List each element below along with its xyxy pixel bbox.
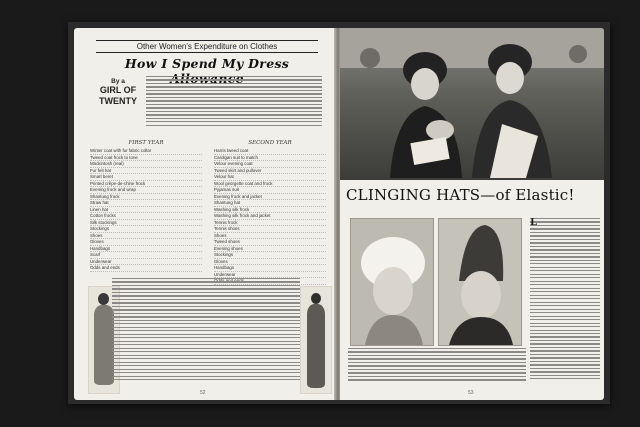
item-label: Printed crêpe-de-chine frock: [90, 180, 146, 186]
left-page: [74, 28, 336, 400]
page-number-left: 52: [200, 390, 206, 396]
item-label: Washing silk frock: [214, 206, 250, 212]
byline: [94, 78, 142, 106]
item-label: Smart beret: [90, 174, 113, 179]
item-label: Wool georgette coat and frock: [214, 180, 273, 186]
item-label: Fur felt hat: [90, 167, 111, 173]
drop-cap: L: [530, 218, 538, 228]
item-label: Gloves: [214, 258, 228, 264]
fashion-illustration-right: [300, 286, 332, 394]
item-label: Velour hat: [214, 174, 234, 179]
magazine-spread: [68, 22, 610, 404]
item-label: Odds and ends: [90, 265, 120, 270]
right-page: [340, 28, 604, 400]
item-label: Shoes: [90, 232, 103, 238]
page-headline-right: CLINGING HATS—of Elastic!: [346, 186, 575, 204]
item-label: Tweed shoes: [214, 239, 240, 244]
item-label: Shoes: [214, 232, 227, 238]
byline-age: TWENTY: [99, 95, 137, 106]
photo-hat-model-1: [350, 218, 434, 346]
item-label: Stockings: [214, 252, 234, 257]
item-label: Silk stockings: [90, 219, 117, 225]
item-label: Mackintosh (real): [90, 161, 124, 166]
expenditure-tables: [90, 140, 326, 277]
item-label: Cotton frocks: [90, 213, 116, 218]
photo-hat-model-1-image: [351, 219, 433, 345]
first-year-table: [90, 140, 202, 272]
item-label: Cardigan suit to match: [214, 154, 258, 160]
item-label: Stockings: [90, 226, 110, 231]
item-label: Tweed skirt and pullover: [214, 167, 262, 173]
article-column: [530, 218, 600, 396]
item-label: Shantung hat: [214, 200, 241, 205]
item-label: Tennis shoes: [214, 226, 240, 231]
item-label: Pyjamas suit: [214, 187, 239, 192]
item-label: Underwear: [90, 258, 112, 264]
page-number-right: 53: [468, 390, 474, 396]
item-label: Handbags: [214, 265, 235, 270]
second-year-table: [214, 140, 326, 285]
item-label: Washing silk frock and jacket: [214, 213, 271, 218]
first-year-title: FIRST YEAR: [128, 140, 164, 146]
item-label: Tweed coat frock to tone: [90, 154, 138, 160]
item-label: Linen hat: [90, 206, 109, 212]
page-headline: How I Spend My Dress: [124, 56, 290, 71]
byline-name: GIRL OF: [99, 85, 137, 96]
item-label: Tennis frock: [214, 219, 238, 225]
item-label: Winter coat with fur fabric collar: [90, 148, 152, 153]
photo-illustration: [340, 28, 604, 180]
item-label: Velour evening coat: [214, 161, 253, 166]
item-label: Shantung frock: [90, 193, 120, 199]
item-label: Harris tweed coat: [214, 148, 249, 153]
intro-text-block: [146, 76, 322, 134]
article-body: [112, 278, 300, 398]
item-label: Straw hat: [90, 200, 109, 205]
photo-hat-model-2-image: [439, 219, 521, 345]
photo-caption: [348, 348, 526, 394]
item-label: Evening frock and wrap: [90, 187, 136, 192]
photo-hat-model-2: [438, 218, 522, 346]
photo-two-women-in-hats: [340, 28, 604, 180]
item-label: Handbags: [90, 245, 111, 251]
byline-by: By a: [111, 78, 125, 85]
kicker: Other Women's Expenditure on Clothes: [96, 40, 318, 53]
item-label: Underwear: [214, 271, 236, 277]
table-row: [90, 265, 202, 272]
item-label: Evening shoes: [214, 245, 243, 251]
item-label: Evening frock and jacket: [214, 193, 262, 199]
second-year-title: SECOND YEAR: [248, 140, 292, 146]
item-label: Scarf: [90, 252, 101, 257]
item-label: Gloves: [90, 239, 104, 244]
